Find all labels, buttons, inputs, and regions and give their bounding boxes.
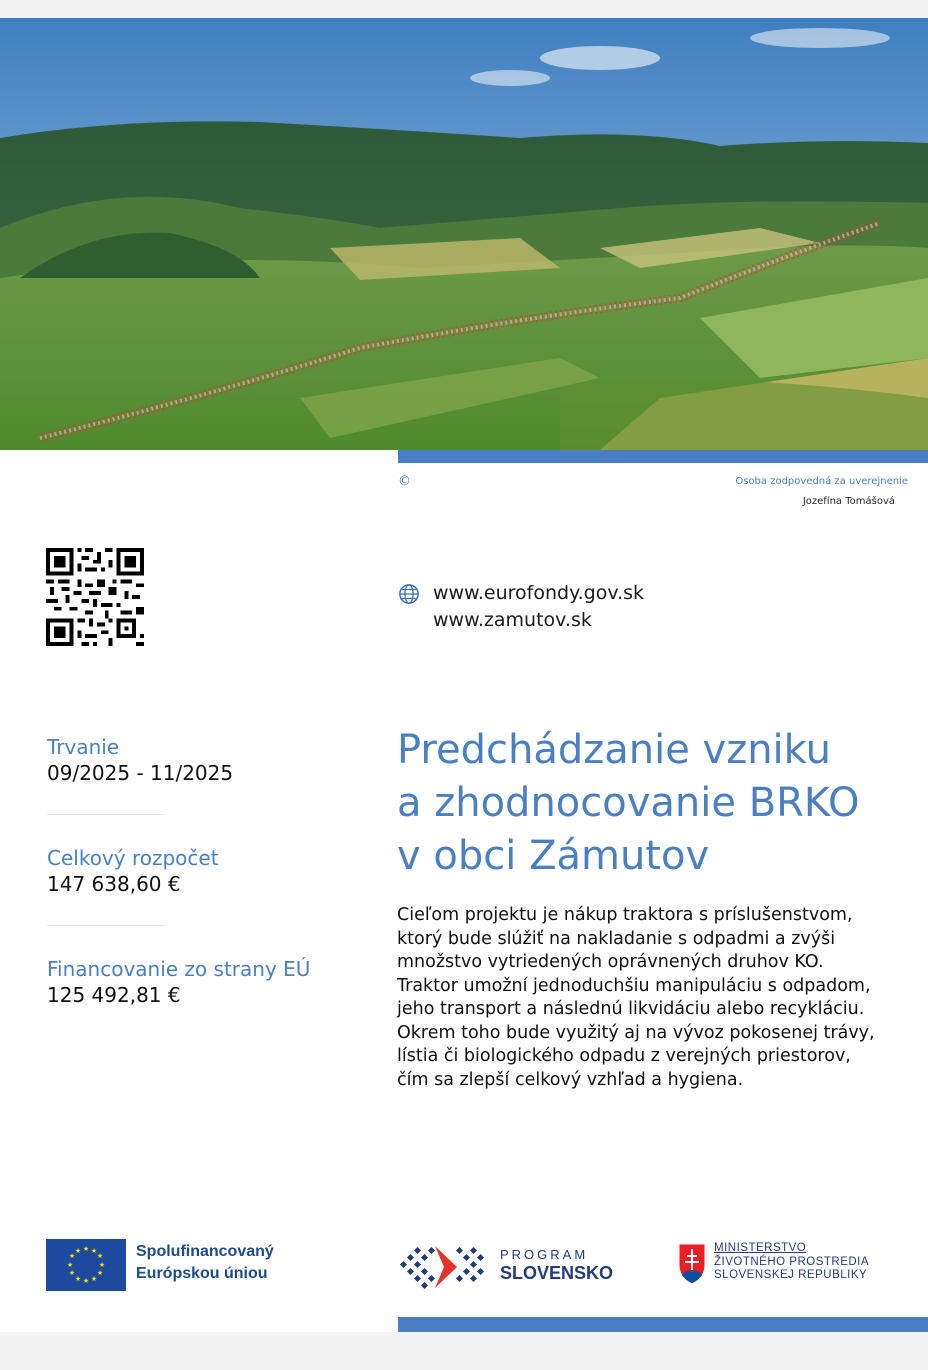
- svg-text:★: ★: [68, 1269, 76, 1277]
- fact-value: 147 638,60 €: [47, 872, 181, 896]
- fact-duration: [47, 734, 347, 786]
- fact-label: Celkový rozpočet: [47, 846, 219, 870]
- program-slovensko-label: [500, 1247, 613, 1284]
- project-description: Cieľom projektu je nákup traktora s príslušenstvom, ktorý bude slúžiť na nakladanie s odpadmi a zvýši množstvo vytriedených oprávnených druhov KO. Traktor umožní jednoduchšiu manipuláciu s odpadom, jeho transport a následnú likvidáciu alebo recykláciu. Okrem toho bude využitý aj na vývoz pokosenej trávy, lístia či biologického odpadu z verejných priestorov, čím sa zlepší celkový vzhľad a hygiena.: [397, 905, 875, 1090]
- accent-bar-bottom: [398, 1317, 928, 1332]
- responsible-person-name: Jozefína Tomášová: [802, 496, 895, 507]
- project-poster: [0, 18, 928, 1332]
- qr-code-icon[interactable]: [46, 548, 144, 646]
- svg-text:★: ★: [90, 1275, 98, 1283]
- project-title: [397, 724, 917, 883]
- slovak-coat-of-arms-icon: [678, 1243, 706, 1285]
- divider: [47, 925, 165, 926]
- program-label-line: SLOVENSKO: [500, 1263, 614, 1283]
- fact-eu-funding: [47, 956, 347, 1008]
- title-line: a zhodnocovanie BRKO: [397, 780, 860, 826]
- program-label-line: PROGRAM: [500, 1247, 589, 1262]
- svg-text:★: ★: [74, 1247, 82, 1255]
- divider: [47, 814, 165, 815]
- svg-text:★: ★: [96, 1252, 104, 1260]
- accent-bar-top: [398, 450, 928, 463]
- svg-text:★: ★: [82, 1277, 90, 1285]
- svg-text:★: ★: [90, 1247, 98, 1255]
- ministry-label-line: MINISTERSTVO: [714, 1242, 807, 1254]
- ministry-label: [714, 1242, 869, 1283]
- fact-label: Trvanie: [47, 735, 120, 759]
- fact-total-budget: [47, 845, 347, 897]
- eu-label-line: Európskou úniou: [136, 1265, 268, 1282]
- copyright-symbol: ©: [398, 474, 411, 489]
- responsible-person-label: Osoba zodpovedná za uverejnenie: [735, 476, 908, 487]
- fact-label: Financovanie zo strany EÚ: [47, 957, 311, 981]
- globe-icon: [398, 583, 420, 605]
- project-links: [398, 580, 645, 634]
- ministry-label-line: SLOVENSKEJ REPUBLIKY: [714, 1269, 868, 1281]
- program-slovensko-logo-icon: [397, 1240, 492, 1294]
- eu-flag-icon: [46, 1239, 126, 1291]
- project-facts: [47, 734, 347, 1008]
- svg-text:★: ★: [68, 1252, 76, 1260]
- svg-text:★: ★: [96, 1269, 104, 1277]
- title-line: Predchádzanie vzniku: [397, 727, 831, 773]
- svg-text:★: ★: [74, 1275, 82, 1283]
- link-zamutov[interactable]: www.zamutov.sk: [433, 609, 592, 631]
- aerial-landscape-photo: [0, 18, 928, 450]
- svg-text:★: ★: [66, 1261, 74, 1269]
- svg-text:★: ★: [98, 1261, 106, 1269]
- ministry-label-line: ŽIVOTNÉHO PROSTREDIA: [714, 1255, 870, 1268]
- fact-value: 125 492,81 €: [47, 983, 181, 1007]
- link-eurofondy[interactable]: www.eurofondy.gov.sk: [433, 582, 645, 604]
- fact-value: 09/2025 - 11/2025: [47, 761, 234, 785]
- eu-label-line: Spolufinancovaný: [136, 1243, 274, 1260]
- title-line: v obci Zámutov: [397, 833, 710, 879]
- eu-cofunded-label: [136, 1241, 274, 1285]
- svg-text:★: ★: [82, 1245, 90, 1253]
